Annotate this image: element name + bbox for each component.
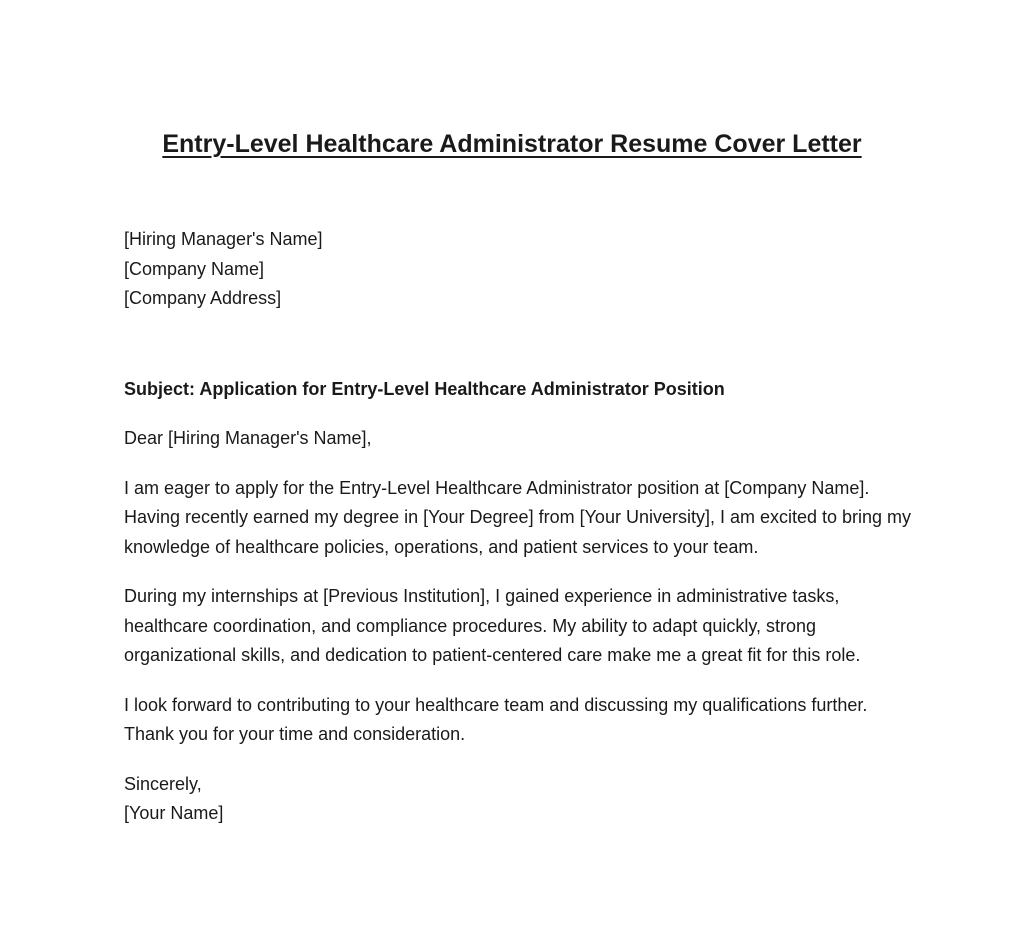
recipient-name: [Hiring Manager's Name] [124,229,323,249]
letter-body [124,225,914,829]
document-title: Entry-Level Healthcare Administrator Resume Cover Letter [162,130,862,158]
salutation: Dear [Hiring Manager's Name], [124,428,372,448]
recipient-company: [Company Name] [124,258,265,279]
closing-phrase: Sincerely, [124,773,202,794]
closing-block [124,770,914,829]
signature-name: [Your Name] [124,803,224,823]
paragraph-experience: During my internships at [Previous Institution], I gained experience in administrative tasks, healthcare coordination, and compliance procedures. My ability to adapt quickly, strong organizational skills, and dedication to patient-centered care make me a great fit for this role. [124,586,861,665]
subject-line: Subject: Application for Entry-Level Healthcare Administrator Position [124,378,725,399]
paragraph-intro: I am eager to apply for the Entry-Level Healthcare Administrator position at [Company Name]. Having recently earned my degree in [Your Degree] from [Your University], I am excited to bring my knowledge of healthcare policies, operations, and patient services to your team. [124,477,912,557]
recipient-address-block [124,225,914,314]
paragraph-closing: I look forward to contributing to your healthcare team and discussing my qualifications further. Thank you for your time and consideration. [124,694,868,744]
recipient-address: [Company Address] [124,288,282,308]
